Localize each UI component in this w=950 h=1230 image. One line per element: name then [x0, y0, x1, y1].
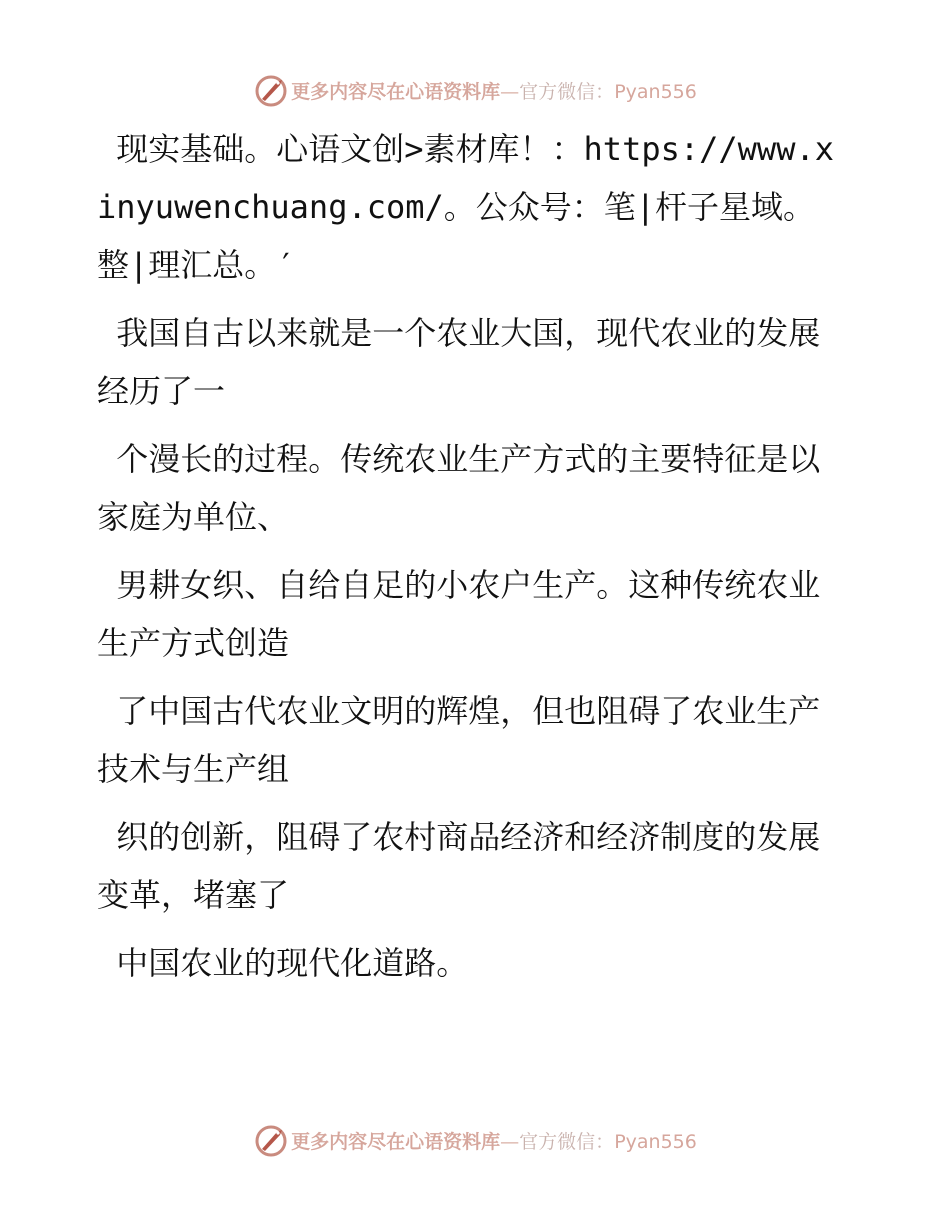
paragraph: 现实基础。心语文创>素材库！：https://www.xinyuwenchuang.com/。公众号：笔|杆子星域。整|理汇总。′	[97, 130, 834, 284]
pen-nib-circle-icon	[253, 1122, 289, 1158]
watermark-text: 更多内容尽在心语资料库—官方微信：Pyan556	[291, 80, 697, 103]
document-body	[97, 120, 837, 992]
pen-nib-circle-icon	[253, 72, 289, 108]
paragraph: 中国农业的现代化道路。	[97, 944, 469, 982]
paragraph: 我国自古以来就是一个农业大国，现代农业的发展经历了一	[97, 314, 821, 410]
watermark-text: 更多内容尽在心语资料库—官方微信：Pyan556	[291, 1130, 697, 1153]
footer-watermark	[0, 1120, 950, 1160]
paragraph: 织的创新，阻碍了农村商品经济和经济制度的发展变革，堵塞了	[97, 818, 821, 914]
paragraph: 男耕女织、自给自足的小农户生产。这种传统农业生产方式创造	[97, 566, 821, 662]
paragraph: 个漫长的过程。传统农业生产方式的主要特征是以家庭为单位、	[97, 440, 821, 536]
header-watermark	[0, 70, 950, 110]
paragraph: 了中国古代农业文明的辉煌，但也阻碍了农业生产技术与生产组	[97, 692, 821, 788]
